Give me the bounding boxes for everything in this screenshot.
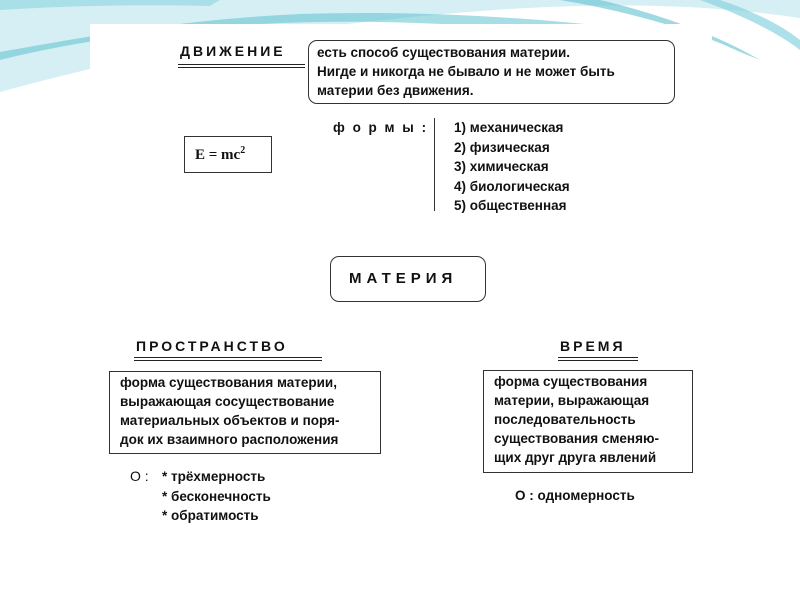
- time-definition-line: последовательность: [494, 412, 636, 427]
- forms-item: 2) физическая: [454, 139, 550, 155]
- movement-definition-line: материи без движения.: [317, 83, 474, 98]
- slide-content: [90, 24, 712, 572]
- time-heading-underline: [558, 357, 638, 361]
- forms-item: 4) биологическая: [454, 178, 570, 194]
- movement-heading: ДВИЖЕНИЕ: [180, 43, 286, 59]
- space-definition-box: [109, 371, 381, 454]
- space-definition-line: материальных объектов и поря-: [120, 413, 340, 428]
- time-definition-line: материи, выражающая: [494, 393, 650, 408]
- space-props-list: [162, 467, 271, 526]
- space-props-prefix: О :: [130, 468, 149, 484]
- movement-definition-line: есть способ существования материи.: [317, 45, 571, 60]
- movement-definition-box: [308, 40, 675, 104]
- space-definition-line: выражающая сосуществование: [120, 394, 335, 409]
- matter-box: [330, 256, 486, 302]
- space-definition-line: док их взаимного расположения: [120, 432, 339, 447]
- space-definition-line: форма существования материи,: [120, 375, 337, 390]
- formula-text: $E = mc^2$: [195, 145, 246, 163]
- forms-label: ф о р м ы :: [333, 120, 429, 135]
- forms-item: 1) механическая: [454, 120, 564, 135]
- time-heading: ВРЕМЯ: [560, 338, 626, 354]
- formula-box: [184, 136, 272, 173]
- forms-item: 5) общественная: [454, 198, 567, 213]
- movement-definition-line: Нигде и никогда не бывало и не может быть: [317, 64, 615, 79]
- time-props: О : одномерность: [515, 488, 635, 503]
- forms-list: [454, 118, 570, 216]
- time-definition-box: [483, 370, 693, 473]
- matter-title: МАТЕРИЯ: [349, 270, 458, 287]
- time-definition-line: существования сменяю-: [494, 431, 659, 446]
- space-prop-item: * бесконечность: [162, 488, 271, 504]
- space-prop-item: * трёхмерность: [162, 469, 266, 484]
- forms-divider: [434, 118, 435, 211]
- space-prop-item: * обратимость: [162, 508, 259, 523]
- space-heading-underline: [134, 357, 322, 361]
- movement-heading-underline: [178, 64, 305, 68]
- forms-item: 3) химическая: [454, 159, 549, 174]
- space-heading: ПРОСТРАНСТВО: [136, 338, 288, 354]
- time-definition-line: щих друг друга явлений: [494, 450, 657, 465]
- time-definition-line: форма существования: [494, 374, 648, 389]
